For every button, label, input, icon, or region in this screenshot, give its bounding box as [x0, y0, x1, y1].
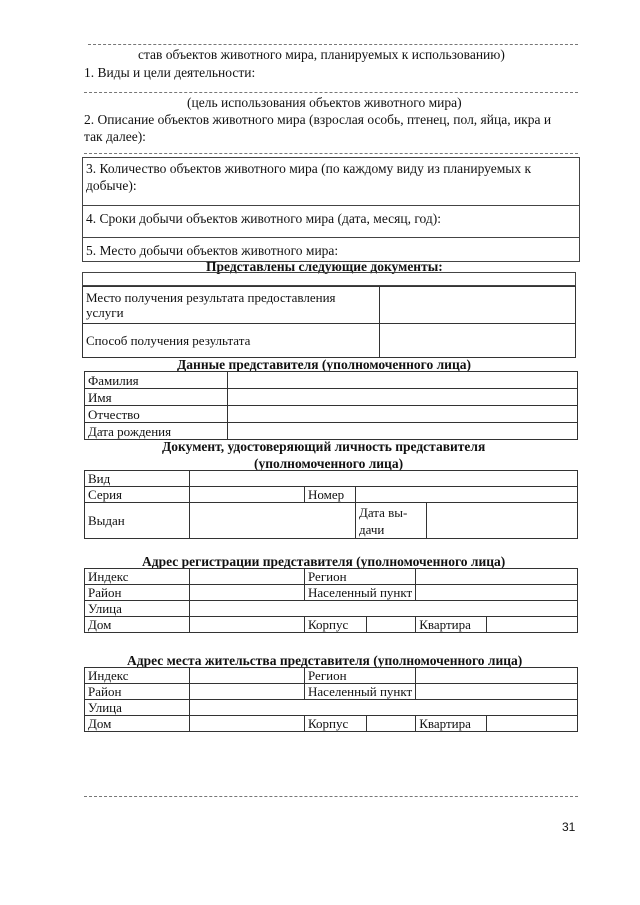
- reg-region-value[interactable]: [416, 569, 578, 585]
- item-5-place: 5. Место добычи объектов животного мира:: [86, 243, 339, 258]
- result-method-label: Способ получения результата: [83, 324, 380, 358]
- id-number-value[interactable]: [356, 487, 578, 503]
- rep-name-value[interactable]: [228, 389, 578, 406]
- id-issued-label: Выдан: [85, 503, 190, 539]
- reg-building-value[interactable]: [366, 617, 416, 633]
- reg-apartment-label: Квартира: [416, 617, 487, 632]
- id-issue-date-value[interactable]: [427, 503, 578, 539]
- docs-heading: Представлены следующие документы:: [206, 259, 443, 274]
- item-1-activity: 1. Виды и цели деятельности:: [84, 65, 256, 80]
- rep-surname-value[interactable]: [228, 372, 578, 389]
- reg-addr-table: [84, 568, 578, 633]
- item-2-description: 2. Описание объектов животного мира (взрослая особь, птенец, пол, яйца, икра и: [84, 112, 552, 127]
- res-building-value[interactable]: [366, 716, 416, 732]
- description-rule: [84, 153, 578, 154]
- rep-name-label: Имя: [85, 389, 228, 406]
- id-doc-heading: Документ, удостоверяющий личность представителя: [162, 439, 486, 454]
- reg-house-value[interactable]: [190, 617, 305, 633]
- res-region-label: Регион: [305, 668, 416, 684]
- activity-rule: [84, 92, 578, 93]
- res-region-value[interactable]: [416, 668, 578, 684]
- id-issued-value[interactable]: [190, 503, 356, 539]
- res-house-label: Дом: [85, 716, 190, 732]
- reg-locality-value[interactable]: [416, 585, 578, 601]
- reg-index-label: Индекс: [85, 569, 190, 585]
- id-series-value[interactable]: [190, 487, 305, 503]
- footer-rule: [84, 796, 578, 797]
- res-street-label: Улица: [85, 700, 190, 716]
- top-rule: [88, 44, 578, 45]
- item-3-quantity: 3. Количество объектов животного мира (по каждому виду из планируемых к: [86, 161, 532, 176]
- res-district-value[interactable]: [190, 684, 305, 700]
- res-house-value[interactable]: [190, 716, 305, 732]
- res-addr-heading: Адрес места жительства представителя (уполномоченного лица): [127, 653, 523, 668]
- id-doc-table: [84, 470, 578, 539]
- rep-heading: Данные представителя (уполномоченного лица): [177, 357, 471, 372]
- rep-birthdate-value[interactable]: [228, 423, 578, 440]
- reg-locality-label: Населенный пункт: [305, 585, 416, 601]
- reg-building-label: Корпус: [305, 617, 367, 633]
- id-doc-heading-cont: (уполномоченного лица): [254, 456, 404, 471]
- result-place-value[interactable]: [380, 287, 576, 324]
- docs-list-box: [82, 272, 576, 286]
- res-locality-value[interactable]: [416, 684, 578, 700]
- items-box-divider-1: [82, 205, 579, 206]
- rep-surname-label: Фамилия: [85, 372, 228, 389]
- reg-district-value[interactable]: [190, 585, 305, 601]
- res-index-value[interactable]: [190, 668, 305, 684]
- reg-house-label: Дом: [85, 617, 190, 633]
- reg-apartment-cell: [416, 617, 578, 633]
- result-table: [82, 286, 576, 358]
- reg-district-label: Район: [85, 585, 190, 601]
- reg-index-value[interactable]: [190, 569, 305, 585]
- rep-table: [84, 371, 578, 440]
- res-apartment-cell: [416, 716, 578, 732]
- id-issue-date-label: Дата вы- дачи: [356, 503, 427, 539]
- reg-street-label: Улица: [85, 601, 190, 617]
- rep-patronymic-label: Отчество: [85, 406, 228, 423]
- res-addr-table: [84, 667, 578, 732]
- id-kind-value[interactable]: [190, 471, 578, 487]
- res-building-label: Корпус: [305, 716, 367, 732]
- id-number-label: Номер: [305, 487, 356, 503]
- page-number: 31: [562, 820, 576, 834]
- id-series-label: Серия: [85, 487, 190, 503]
- result-method-value[interactable]: [380, 324, 576, 358]
- reg-addr-heading: Адрес регистрации представителя (уполномоченного лица): [142, 554, 506, 569]
- res-district-label: Район: [85, 684, 190, 700]
- species-list-tail: став объектов животного мира, планируемых к использованию): [138, 47, 505, 62]
- items-box-divider-2: [82, 237, 579, 238]
- reg-street-value[interactable]: [190, 601, 578, 617]
- res-locality-label: Населенный пункт: [305, 684, 416, 700]
- purpose-caption: (цель использования объектов животного мира): [187, 95, 462, 110]
- rep-birthdate-label: Дата рождения: [85, 423, 228, 440]
- res-index-label: Индекс: [85, 668, 190, 684]
- item-3-quantity-cont: добыче):: [86, 178, 137, 193]
- rep-patronymic-value[interactable]: [228, 406, 578, 423]
- res-apartment-label: Квартира: [416, 716, 487, 731]
- id-kind-label: Вид: [85, 471, 190, 487]
- item-4-dates: 4. Сроки добычи объектов животного мира (дата, месяц, год):: [86, 211, 441, 226]
- result-place-label: Место получения результата предоставления услуги: [83, 287, 380, 324]
- res-street-value[interactable]: [190, 700, 578, 716]
- item-2-description-cont: так далее):: [84, 129, 146, 144]
- reg-region-label: Регион: [305, 569, 416, 585]
